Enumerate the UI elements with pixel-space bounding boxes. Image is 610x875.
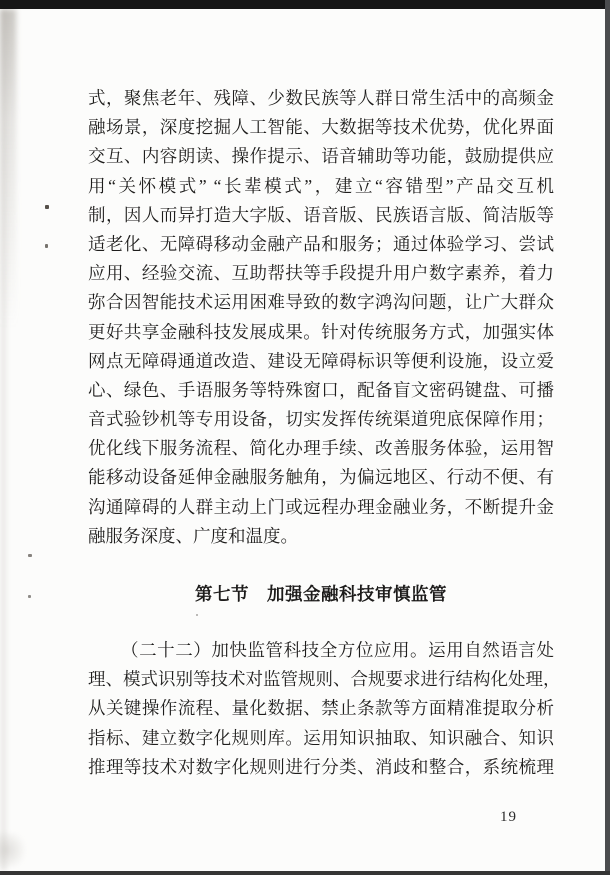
body-paragraph-continued [88, 84, 554, 551]
text-line: 优化线下服务流程、简化办理手续、改善服务体验，运用智 [88, 438, 554, 459]
section-heading: 第七节 加强金融科技审慎监管 [195, 584, 447, 604]
text-line: 式，聚焦老年、残障、少数民族等人群日常生活中的高频金 [88, 88, 554, 108]
scan-speck [28, 554, 32, 557]
scan-speck [45, 205, 49, 209]
text-line: 音式验钞机等专用设备，切实发挥传统渠道兜底保障作用； [88, 409, 554, 430]
scan-edge-right [605, 0, 610, 875]
text-line: 理、模式识别等技术对监管规则、合规要求进行结构化处理， [88, 669, 561, 690]
text-line: 适老化、无障碍移动金融产品和服务；通过体验学习、尝试 [88, 233, 554, 254]
text-line: 制，因人而异打造大字版、语音版、民族语言版、简洁版等 [88, 204, 554, 225]
scan-edge-bottom [0, 871, 610, 875]
scan-smudge [0, 833, 30, 867]
text-line: 弥合因智能技术运用困难导致的数字鸿沟问题，让广大群众 [88, 292, 554, 313]
text-line: 推理等技术对数字化规则进行分类、消歧和整合，系统梳理 [88, 756, 554, 777]
scan-edge-top [0, 0, 610, 9]
text-line: 心、绿色、手语服务等特殊窗口，配备盲文密码键盘、可播 [88, 379, 554, 400]
body-paragraph-22 [88, 636, 561, 782]
text-line: 从关键操作流程、量化数据、禁止条款等方面精准提取分析 [88, 698, 554, 719]
scan-speck [45, 244, 48, 248]
page-number: 19 [500, 809, 517, 825]
text-line: （二十二）加快监管科技全方位应用。运用自然语言处 [121, 640, 554, 660]
scan-speck [196, 614, 198, 616]
scan-speck [28, 595, 31, 598]
text-line: 能移动设备延伸金融服务触角，为偏远地区、行动不便、有 [88, 467, 554, 488]
text-line: 指标、建立数字化规则库。运用知识抽取、知识融合、知识 [88, 727, 554, 748]
text-line: 交互、内容朗读、操作提示、语音辅助等功能，鼓励提供应 [88, 146, 554, 167]
scan-left-shadow [0, 9, 16, 329]
text-line: 融场景，深度挖掘人工智能、大数据等技术优势，优化界面 [88, 117, 554, 138]
text-line: 沟通障碍的人群主动上门或远程办理金融业务，不断提升金 [88, 496, 554, 517]
text-line: 用“关怀模式” “长辈模式”，建立“容错型”产品交互机 [88, 175, 554, 196]
text-line: 融服务深度、广度和温度。 [88, 525, 298, 546]
text-line: 更好共享金融科技发展成果。针对传统服务方式，加强实体 [88, 321, 554, 342]
text-line: 网点无障碍通道改造、建设无障碍标识等便利设施，设立爱 [88, 350, 554, 371]
text-line: 应用、经验交流、互助帮扶等手段提升用户数字素养，着力 [88, 263, 554, 284]
